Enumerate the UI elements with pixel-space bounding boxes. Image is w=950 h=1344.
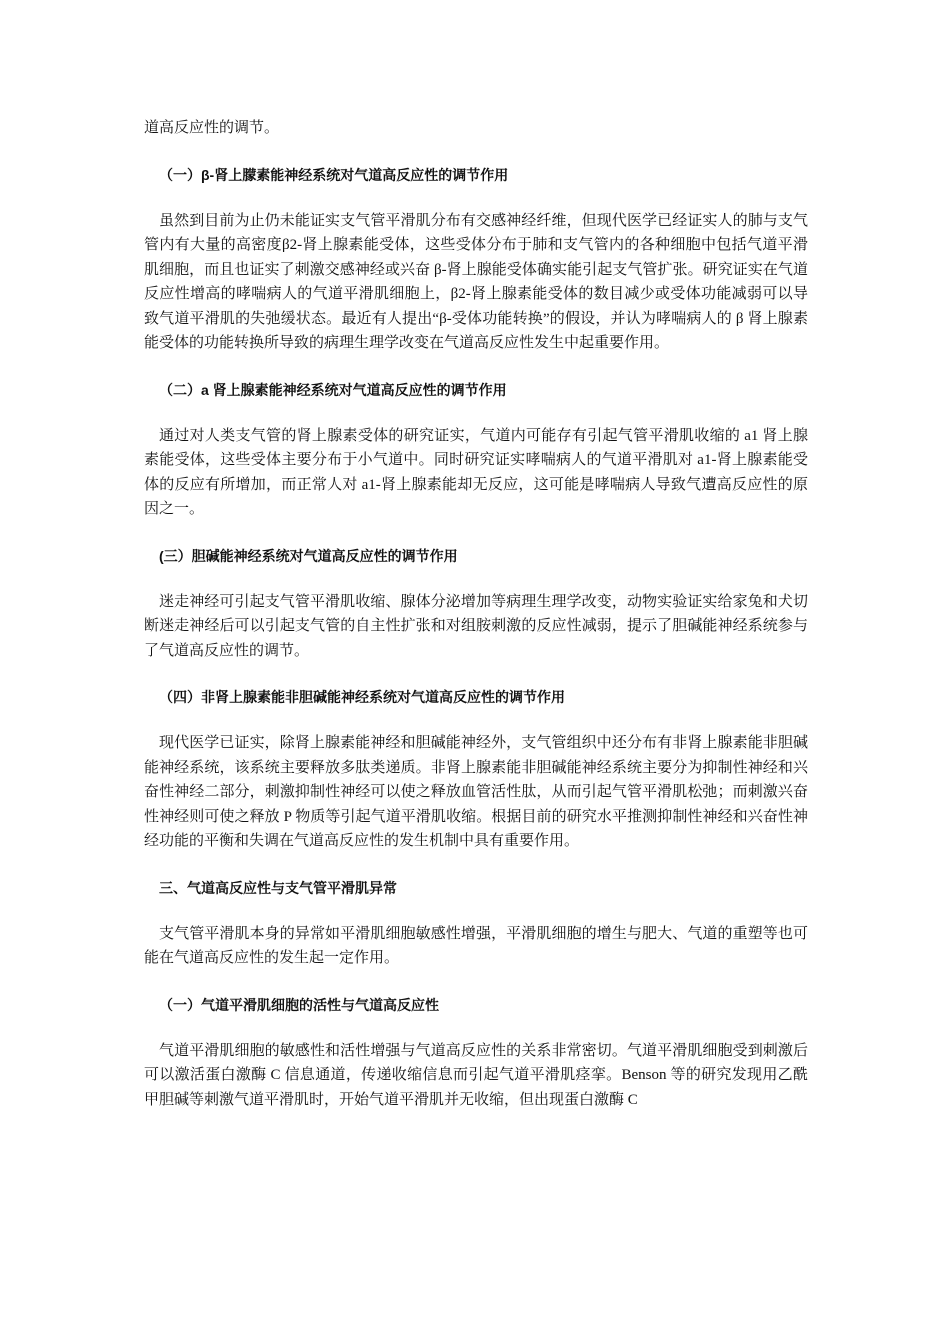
- section-heading-cholinergic: (三）胆碱能神经系统对气道高反应性的调节作用: [159, 547, 458, 564]
- paragraph-alpha: 通过对人类支气管的肾上腺素受体的研究证实，气道内可能存有引起气管平滑肌收缩的 a1 肾上腺素能受体，这些受体主要分布于小气道中。同时研究证实哮喘病人的气道平滑肌对 a1-肾上腺素能受体的反应有所增加，而正常人对 a1-肾上腺素能却无反应，这可能是哮喘病人导致气遭高反应性的原因之一。: [144, 427, 808, 517]
- paragraph-cholinergic: 迷走神经可引起支气管平滑肌收缩、腺体分泌增加等病理生理学改变，动物实验证实给家兔和犬切断迷走神经后可以引起支气管的自主性扩张和对组胺刺激的反应性减弱，提示了胆碱能神经系统参与了气道高反应性的调节。: [144, 593, 808, 659]
- paragraph-beta: 虽然到目前为止仍未能证实支气管平滑肌分布有交感神经纤维，但现代医学已经证实人的肺与支气管内有大量的高密度β2-肾上腺素能受体，这些受体分布于肺和支气管内的各种细胞中包括气道平滑肌细胞，而且也证实了刺激交感神经或兴奋 β-肾上腺能受体确实能引起支气管扩张。研究证实在气道反应性增高的哮喘病人的气道平滑肌细胞上，β2-肾上腺素能受体的数目减少或受体功能减弱可以导致气道平滑肌的失弛缓状态。最近有人提出“β-受体功能转换”的假设，并认为哮喘病人的 β 肾上腺素能受体的功能转换所导致的病理生理学改变在气道高反应性发生中起重要作用。: [144, 212, 808, 351]
- paragraph-smooth-muscle: 支气管平滑肌本身的异常如平滑肌细胞敏感性增强，平滑肌细胞的增生与肥大、气道的重塑等也可能在气道高反应性的发生起一定作用。: [144, 925, 808, 966]
- section-heading-nanc: （四）非肾上腺素能非胆碱能神经系统对气道高反应性的调节作用: [159, 689, 565, 705]
- section-heading-alpha: （二）a 肾上腺素能神经系统对气道高反应性的调节作用: [159, 381, 507, 398]
- paragraph-nanc: 现代医学已证实，除肾上腺素能神经和胆碱能神经外，支气管组织中还分布有非肾上腺素能非胆碱能神经系统，该系统主要释放多肽类递质。非肾上腺素能非胆碱能神经系统主要分为抑制性神经和兴奋性神经二部分，刺激抑制性神经可以使之释放血管活性肽，从而引起气管平滑肌松弛；而刺激兴奋性神经则可使之释放 P 物质等引起气道平滑肌收缩。根据目前的研究水平推测抑制性神经和兴奋性神经功能的平衡和失调在气道高反应性的发生机制中具有重要作用。: [144, 735, 808, 849]
- section-heading-cell-activity: （一）气道平滑肌细胞的活性与气道高反应性: [159, 996, 439, 1013]
- section-heading-beta: （一）β-肾上朦素能神经系统对气道高反应性的调节作用: [159, 166, 509, 183]
- paragraph-cell-activity: 气道平滑肌细胞的敏感性和活性增强与气道高反应性的关系非常密切。气道平滑肌细胞受到刺激后可以激活蛋白激酶 C 信息通道，传递收缩信息而引起气道平滑肌痉挛。Benson 等的研究发现用乙酰甲胆碱等刺激气道平滑肌时，开始气道平滑肌并无收缩，但出现蛋白激酶 C: [144, 1042, 808, 1108]
- section-heading-smooth-muscle: 三、气道高反应性与支气管平滑肌异常: [159, 879, 397, 896]
- document-page: [144, 116, 808, 1112]
- paragraph-intro: 道高反应性的调节。: [144, 120, 280, 136]
